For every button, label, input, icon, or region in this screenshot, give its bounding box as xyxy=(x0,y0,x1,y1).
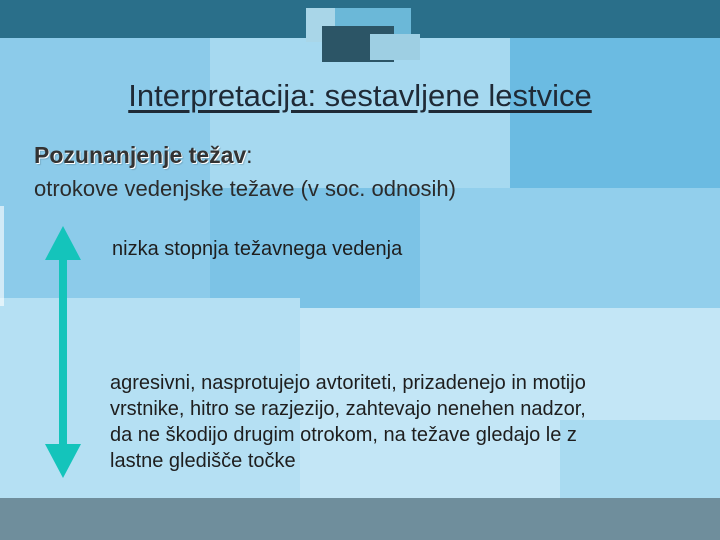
high-level-line: lastne gledišče točke xyxy=(110,450,296,472)
background-edge-highlight xyxy=(0,206,4,306)
subtitle-colon: : xyxy=(246,142,253,168)
slide-subtitle xyxy=(34,142,253,169)
background-bottom-band xyxy=(0,498,720,540)
double-headed-vertical-arrow-icon xyxy=(45,226,81,478)
high-level-line: agresivni, nasprotujejo avtoriteti, prizadenejo in motijo xyxy=(110,372,586,394)
low-level-label: nizka stopnja težavnega vedenja xyxy=(112,238,403,260)
background-block xyxy=(420,188,720,308)
high-level-line: vrstnike, hitro se razjezijo, zahtevajo nenehen nadzor, xyxy=(110,398,586,420)
decorative-square xyxy=(370,34,420,60)
arrow-shape xyxy=(45,226,81,478)
high-level-line: da ne škodijo drugim otrokom, na težave gledajo le z xyxy=(110,424,577,446)
subtitle-description: otrokove vedenjske težave (v soc. odnosih) xyxy=(34,176,456,201)
high-level-description xyxy=(110,370,700,474)
slide-title: Interpretacija: sestavljene lestvice xyxy=(128,78,592,113)
subtitle-bold: Pozunanjenje težav xyxy=(34,142,247,168)
